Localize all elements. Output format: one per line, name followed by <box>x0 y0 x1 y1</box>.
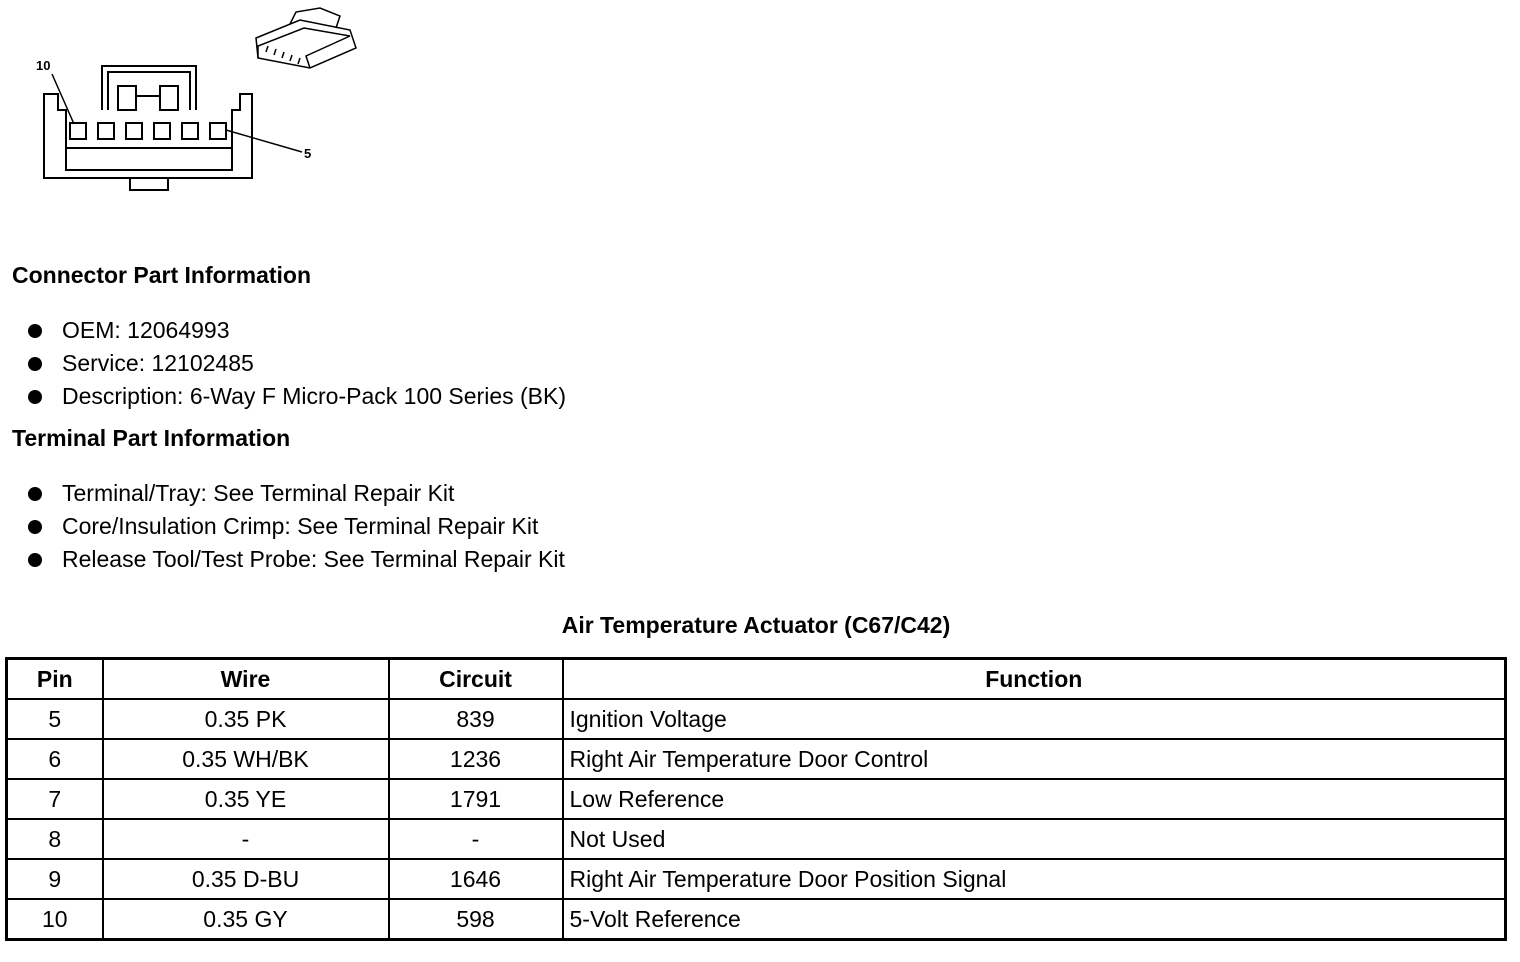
cell-function: Right Air Temperature Door Position Signal <box>563 859 1506 899</box>
header-function: Function <box>563 659 1506 700</box>
list-item <box>28 314 566 347</box>
cell-function: Right Air Temperature Door Control <box>563 739 1506 779</box>
table-row <box>7 779 1506 819</box>
bullet-icon <box>28 390 42 404</box>
table-row <box>7 819 1506 859</box>
table-row <box>7 899 1506 940</box>
pin-label-10: 10 <box>36 58 51 73</box>
pin-cavity <box>126 123 142 139</box>
cell-circuit: 598 <box>389 899 563 940</box>
pin-cavity <box>98 123 114 139</box>
cell-pin: 7 <box>7 779 103 819</box>
header-wire: Wire <box>103 659 389 700</box>
cell-wire: 0.35 GY <box>103 899 389 940</box>
cell-wire: 0.35 WH/BK <box>103 739 389 779</box>
list-item <box>28 510 565 543</box>
connector-body-outline <box>44 94 252 178</box>
cell-wire: - <box>103 819 389 859</box>
pin-cavity <box>210 123 226 139</box>
table-row <box>7 739 1506 779</box>
list-item-text: Core/Insulation Crimp: See Terminal Repair Kit <box>62 513 539 539</box>
list-item-text: Release Tool/Test Probe: See Terminal Repair Kit <box>62 546 565 572</box>
cell-pin: 8 <box>7 819 103 859</box>
header-circuit: Circuit <box>389 659 563 700</box>
list-item-text: OEM: 12064993 <box>62 317 230 343</box>
pin-cavity <box>182 123 198 139</box>
cell-circuit: 1646 <box>389 859 563 899</box>
list-item-text: Service: 12102485 <box>62 350 254 376</box>
cell-circuit: 1791 <box>389 779 563 819</box>
table-row <box>7 699 1506 739</box>
connector-part-list <box>28 314 566 413</box>
list-item-text: Terminal/Tray: See Terminal Repair Kit <box>62 480 455 506</box>
list-item <box>28 347 566 380</box>
cell-pin: 6 <box>7 739 103 779</box>
cell-circuit: 1236 <box>389 739 563 779</box>
bullet-icon <box>28 324 42 338</box>
list-item <box>28 477 565 510</box>
pinout-table <box>5 657 1507 941</box>
connector-part-heading: Connector Part Information <box>12 262 312 288</box>
cell-pin: 10 <box>7 899 103 940</box>
cell-function: 5-Volt Reference <box>563 899 1506 940</box>
list-item <box>28 380 566 413</box>
cell-wire: 0.35 D-BU <box>103 859 389 899</box>
table-header-row <box>7 659 1506 700</box>
cell-function: Not Used <box>563 819 1506 859</box>
cell-wire: 0.35 PK <box>103 699 389 739</box>
terminal-part-list <box>28 477 565 576</box>
bullet-icon <box>28 520 42 534</box>
list-item <box>28 543 565 576</box>
cell-pin: 9 <box>7 859 103 899</box>
list-item-text: Description: 6-Way F Micro-Pack 100 Series (BK) <box>62 383 567 409</box>
table-row <box>7 859 1506 899</box>
cell-wire: 0.35 YE <box>103 779 389 819</box>
connector-diagram <box>0 0 380 205</box>
cell-pin: 5 <box>7 699 103 739</box>
cell-function: Low Reference <box>563 779 1506 819</box>
bullet-icon <box>28 357 42 371</box>
pin-label-5: 5 <box>304 146 312 161</box>
bullet-icon <box>28 553 42 567</box>
cell-circuit: 839 <box>389 699 563 739</box>
cell-circuit: - <box>389 819 563 859</box>
pin-cavity <box>70 123 86 139</box>
header-pin: Pin <box>7 659 103 700</box>
bullet-icon <box>28 487 42 501</box>
cell-function: Ignition Voltage <box>563 699 1506 739</box>
pin-cavity <box>154 123 170 139</box>
table-title: Air Temperature Actuator (C67/C42) <box>561 612 951 638</box>
terminal-part-heading: Terminal Part Information <box>12 425 291 451</box>
